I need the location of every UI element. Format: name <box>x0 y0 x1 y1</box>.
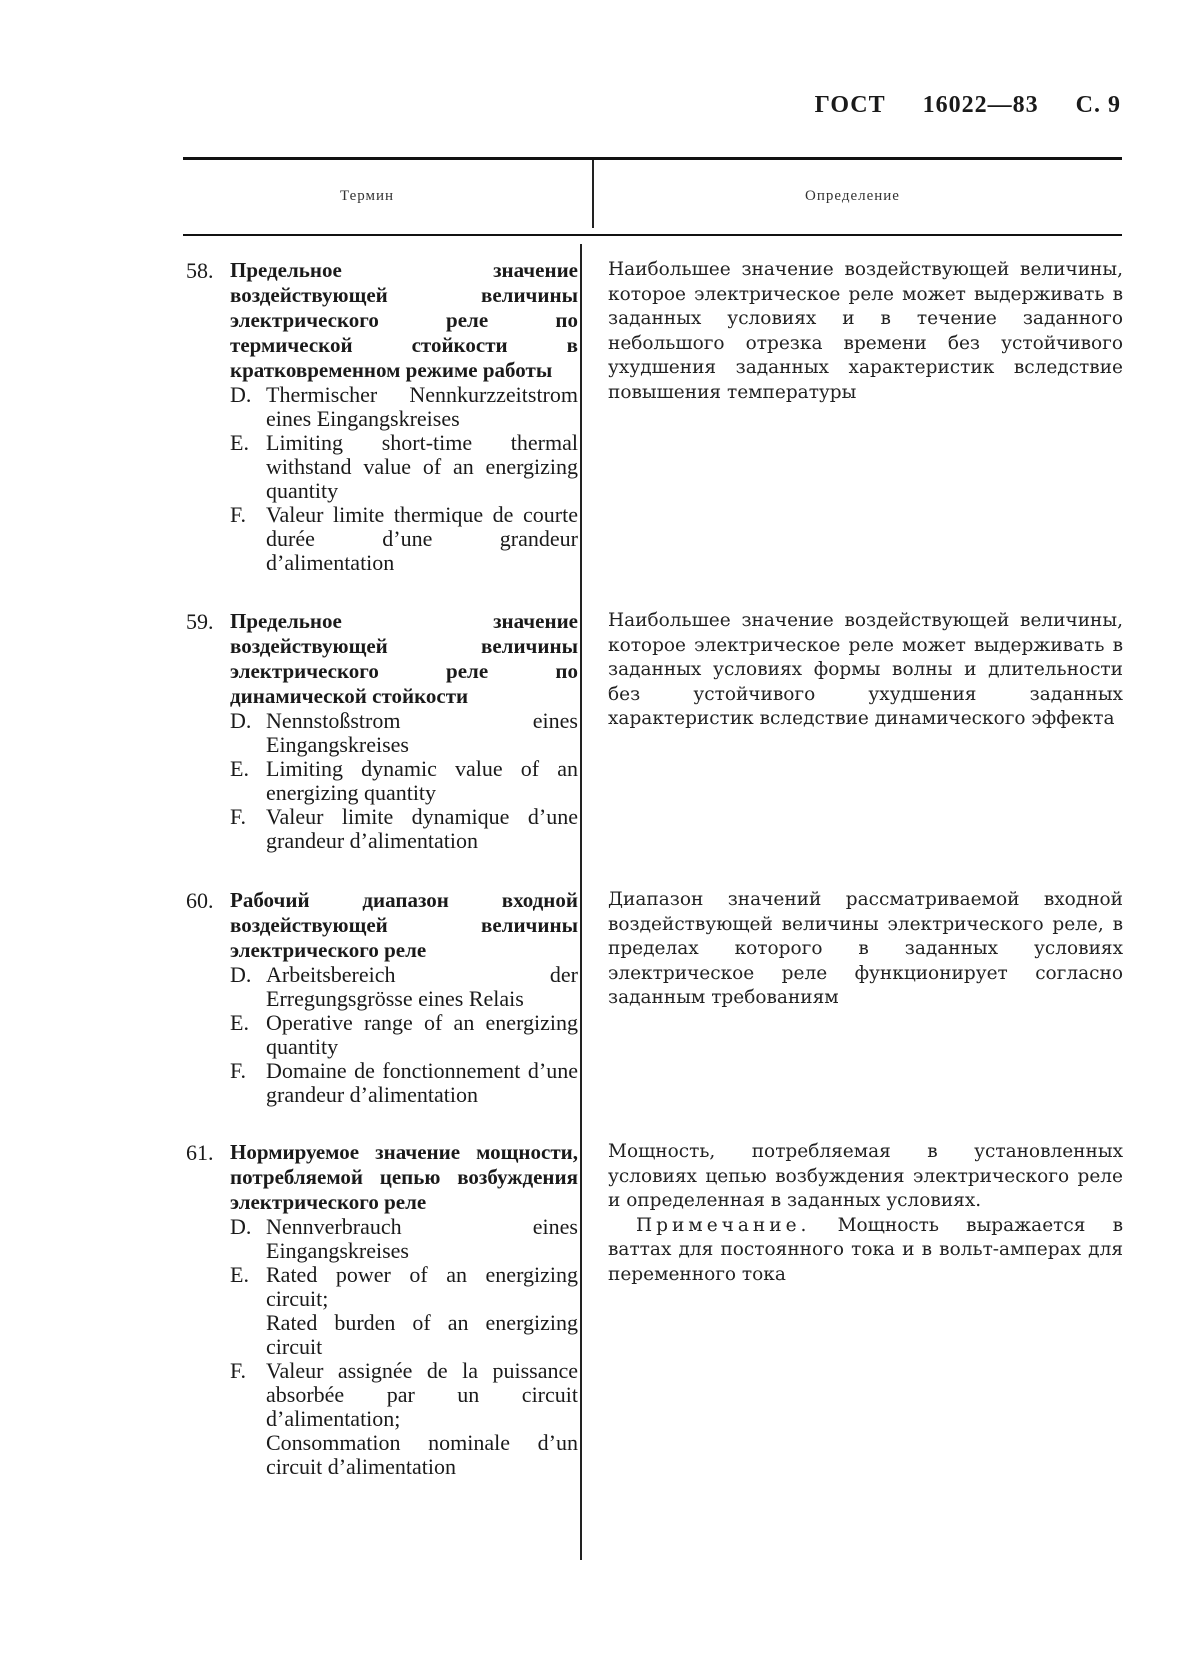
term-fr: F. Valeur assignée de la puissance absorbée par un circuit d’alimentation; <box>230 1358 578 1431</box>
term-entry-59 <box>178 609 578 853</box>
definition-60: Диапазон значений рассматриваемой входной воздействующей величины электрического реле, в пределах которого в заданных условиях электрическое реле функционирует согласно заданным требованиям <box>608 889 1123 1008</box>
term-number: 58. <box>186 258 214 283</box>
term-de: D. Arbeitsbereich der Erregungsgrösse eines Relais <box>230 962 578 1011</box>
standard-number: 16022—83 <box>922 92 1039 118</box>
definition-59: Наибольшее значение воздействующей величины, которое электрическое реле может выдерживать в заданных условиях формы волны и длительности без устойчивого ухудшения заданных характеристик вследствие динамического эффекта <box>608 610 1123 729</box>
definition-58: Наибольшее значение воздействующей величины, которое электрическое реле может выдерживать в заданных условиях и в течение заданного небольшого отрезка времени без устойчивого ухудшения заданных характеристик вследствие повышения температуры <box>608 259 1123 403</box>
term-entry-61 <box>178 1140 578 1479</box>
table-top-rule <box>183 157 1122 160</box>
term-en: E. Operative range of an energizing quantity <box>230 1010 578 1059</box>
term-title: 61. Нормируемое значение мощности, потребляемой цепью возбуждения электрического реле <box>186 1140 578 1214</box>
term-entry-60 <box>178 888 578 1107</box>
column-divider <box>580 244 582 1560</box>
definition-text: Мощность, потребляемая в установленных условиях цепью возбуждения электрического реле и определенная в заданных условиях. <box>608 1141 1123 1211</box>
term-en: E. Limiting dynamic value of an energizing quantity <box>230 756 578 805</box>
term-de: D. Nennverbrauch eines Eingangskreises <box>230 1214 578 1263</box>
note-text: Мощность выражается в ваттах для постоянного тока и в вольт-амперах для переменного тока <box>608 1214 1123 1285</box>
table-header-rule <box>183 234 1122 236</box>
term-title: 60. Рабочий диапазон входной воздействующей величины электрического реле <box>186 888 578 962</box>
term-fr-alt: Consommation nominale d’un circuit d’alimentation <box>266 1430 578 1479</box>
term-fr: F. Valeur limite thermique de courte durée d’une grandeur d’alimentation <box>230 502 578 575</box>
header-divider <box>592 160 594 228</box>
term-de: D. Thermischer Nennkurzzeitstrom eines Eingangskreises <box>230 382 578 431</box>
page-header <box>785 92 1121 119</box>
term-number: 60. <box>186 888 214 913</box>
note-label: Примечание. <box>636 1214 811 1236</box>
term-title: 58. Предельное значение воздействующей величины электрического реле по термической стойкости в кратковременном режиме работы <box>186 258 578 382</box>
term-number: 59. <box>186 609 214 634</box>
term-en: E. Limiting short-time thermal withstand value of an energizing quantity <box>230 430 578 503</box>
column-header-definition: Определение <box>805 188 900 204</box>
page-number: С. 9 <box>1075 92 1121 118</box>
term-en-alt: Rated burden of an energizing circuit <box>266 1310 578 1359</box>
term-number: 61. <box>186 1140 214 1165</box>
term-title: 59. Предельное значение воздействующей величины электрического реле по динамической стойкости <box>186 609 578 708</box>
definition-note <box>608 1214 1123 1288</box>
term-de: D. Nennstoßstrom eines Eingangskreises <box>230 708 578 757</box>
term-en: E. Rated power of an energizing circuit; <box>230 1262 578 1311</box>
standard-label: ГОСТ <box>814 92 886 118</box>
definition-61 <box>608 1140 1123 1287</box>
term-fr: F. Valeur limite dynamique d’une grandeur d’alimentation <box>230 804 578 853</box>
term-fr: F. Domaine de fonctionnement d’une grandeur d’alimentation <box>230 1058 578 1107</box>
term-entry-58 <box>178 258 578 575</box>
column-header-term: Термин <box>340 188 395 204</box>
